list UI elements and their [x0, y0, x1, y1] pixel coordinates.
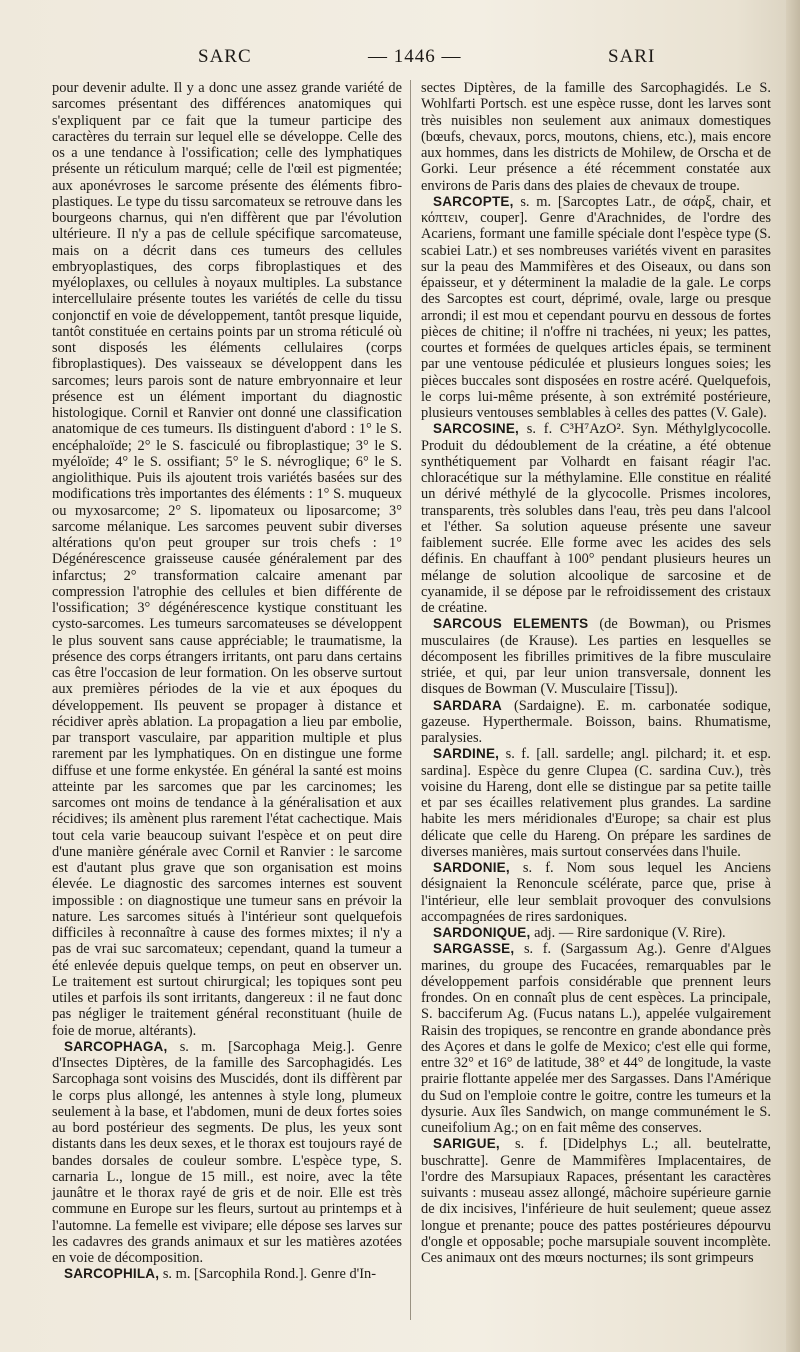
headword: SARDONIQUE, — [433, 925, 531, 940]
page-edge — [786, 0, 800, 1352]
headword: SARCOPTE, — [433, 193, 514, 209]
headword: SARCOPHILA, — [64, 1266, 160, 1282]
headword: SARDONIE, — [433, 860, 510, 875]
entry-sarcous-elements — [421, 616, 771, 697]
entry-sardara — [421, 698, 771, 747]
entry-sarcophaga — [52, 1039, 402, 1267]
entry-body: s. f. Nom sous lequel les Anciens désignaient la Renoncule scélérate, parce que, prise à l'intérieur, elle leur semblait provoquer des convulsions accompagnées de rires sardoniques. — [421, 860, 771, 925]
right-column — [421, 80, 771, 1266]
entry-sargasse — [421, 941, 771, 1136]
entry-body: adj. — Rire sardonique (V. Rire). — [534, 925, 726, 941]
entry-body: s. m. [Sarcophaga Meig.]. Genre d'Insectes Diptères, de la famille des Sarcophagidés. Les Sarcophaga sont voisins des Muscidés, dont ils diffèrent par le corps plus allongé, les antennes à style long, plumeux seulement à la base, et l'abdomen, muni de deux fortes soies au bord postérieur des segments. De plus, les yeux sont distants dans les deux sexes, et le thorax est toujours rayé de bandes dorsales de couleur sombre. L'espèce type, S. carnaria L., longue de 15 mill., est noire, avec la tête jaunâtre et le thorax rayé de gris et de noir. Elle est très commune en Europe sur les fleurs, surtout au printemps et à l'automne. La femelle est vivipare; elle dépose ses larves sur les cadavres des grands animaux et sur les matières azotées en voie de décomposition. — [52, 1038, 402, 1266]
entry-sardine — [421, 746, 771, 860]
entry-sarcopte — [421, 194, 771, 422]
header-left-word: SARC — [198, 46, 252, 67]
running-header — [52, 46, 760, 76]
entry-sarigue — [421, 1136, 771, 1266]
entry-sarcosine — [421, 421, 771, 616]
sarcome-continuation: pour devenir adulte. Il y a donc une assez grande variété de sarcomes présentant des différences anatomiques qui s'expliquent par ce fait que la tumeur participe des caractères du terrain sur lequel elle se développe. Celle des os a une tendance à l'ossification; celle des lymphatiques présente un réticulum marqué; celle de l'œil est pigmentée; aux aponévroses le sarcome présente des éléments fibro-plastiques. Le type du tissu sarcomateux se retrouve dans les bourgeons charnus, qui n'en diffèrent que par l'évolution ultérieure. Il n'y a pas de cellule spécifique sarcomateuse, mais on a décrit dans ces tumeurs des cellules embryoplastiques, des corps fibroplastiques et des myéloplaxes, ou cellules à noyaux multiples. La substance intercellulaire présente toutes les variétés de celle du tissu conjonctif en voie de développement, tantôt presque liquide, tantôt constituée en certains points par un stroma réticulé où sont disposés les éléments cellulaires (corps fibroplastiques). Des vaisseaux se développent dans les sarcomes; leurs parois sont de nature embryonnaire et leur présence est un élément important du diagnostic histologique. Cornil et Ranvier ont donné une classification anatomique de ces tumeurs. Ils distinguent d'abord : 1° le S. encéphaloïde; 2° le S. fasciculé ou fibroplastique; 3° le S. myéloïde; 4° le S. ossifiant; 5° le S. névroglique; 6° le S. angiolithique. Puis ils ajoutent trois variétés basées sur des modifications très importantes des éléments : 1° S. muqueux ou myxosarcome; 2° S. lipomateux ou liposarcome; 3° sarcome mélanique. Les sarcomes peuvent subir diverses altérations qu'on peut grouper sur trois chefs : 1° Dégénérescence graisseuse causée généralement par des infarctus; 2° transformation calcaire amenant par compression l'atrophie des cellules et bien différente de l'ossification; 3° dégénérescence kystique constituant les cysto-sarcomes. Les tumeurs sarcomateuses se développent le plus souvent sans cause appréciable; le traumatisme, la présence des corps étrangers irritants, ont paru dans certains cas être l'occasion de leur formation. On les observe surtout aux premières périodes de la vie et aux époques du développement. Ils peuvent se propager à distance et récidiver après ablation. La propagation a lieu par embolie, par transport vasculaire, par apparition multiple et plus rarement par les lymphatiques. On en distingue une forme diffuse et une forme enkystée. En général la santé est moins atteinte par les sarcomes que par les carcinomes; les sarcomes ont moins de tendance à la généralisation et aux récidives; ils amènent plus rarement l'état cachectique. Mais tout cela varie beaucoup suivant l'espèce et on peut dire d'une manière générale avec Cornil et Ranvier : le sarcome est d'autant plus grave que son organisation est moins élevée. Le diagnostic des sarcomes internes est souvent impossible : on diagnostique une tumeur sans en prévoir la nature. Les sarcomes situés à l'intérieur sont quelquefois difficiles à reconnaître à cause des formes mixtes; il n'y a pas de vrai suc sarcomateux; cependant, quand la tumeur a été enlevée depuis quelque temps, on peut en observer un. Le traitement est surtout chirurgical; les topiques sont peu utiles et parfois ils sont irritants, dangereux : il ne faut donc pas négliger le traitement général reconstituant (huile de foie de morue, altérants). — [52, 80, 402, 1039]
entry-body: s. f. C³H⁷AzO². Syn. Méthylglycocolle. Produit du dédoublement de la créatine, a été obtenue synthétiquement par Volhardt en faisant réagir l'ac. chloracétique sur la méthylamine. Elle constitue en réalité un dérivé méthylé de la glycocolle. Prismes incolores, transparents, très solubles dans l'eau, très peu dans l'alcool et l'éther. Sa solution aqueuse présente une saveur faiblement sucrée. Elle forme avec les acides des sels définis. En chauffant à 100° pendant plusieurs heures un mélange de solution alcoolique de sarcosine et de cyanamide, il se dépose par le refroidissement des cristaux de créatine. — [421, 421, 771, 616]
entry-body: s. f. (Sargassum Ag.). Genre d'Algues marines, du groupe des Fucacées, remarquables par le développement parfois considérable que prennent leurs frondes. On en connaît plus de cent espèces. La principale, S. bacciferum Ag. (Fucus natans L.), appelée vulgairement Raisin des tropiques, se rencontre en grande abondance près des Açores et dans le golfe de Mexico; c'est elle qui forme, entre 32° et 16° de latitude, 38° et 44° de longitude, la vaste prairie flottante appelée mer des Sargasses. Dans l'Amérique du Sud on l'emploie contre le goitre, contre les tumeurs et la dysurie. Aux îles Sandwich, on mange communément le S. cuneifolium Ag.; on en fait même des conserves. — [421, 941, 771, 1136]
entry-body: (Sardaigne). E. m. carbonatée sodique, gazeuse. Hyperthermale. Boisson, bains. Rhumatisme, paralysies. — [421, 697, 771, 746]
entry-body: s. f. [all. sardelle; angl. pilchard; it. et esp. sardina]. Espèce du genre Clupea (C. sardina Cuv.), très voisine du Hareng, dont elle se distingue par sa petite taille et par ses écailles relativement plus grandes. La sardine habite les mers méridionales d'Europe; sa chair est plus délicate que celle du Hareng. On prépare les sardines de diverses manières, mais surtout conservées dans l'huile. — [421, 746, 771, 860]
sarcophila-continuation: sectes Diptères, de la famille des Sarcophagidés. Le S. Wohlfarti Portsch. est une espèce russe, dont les larves sont très nuisibles non seulement aux animaux domestiques (bœufs, chevaux, porcs, moutons, chiens, etc.), mais encore aux hommes, dans les districts de Mohilew, de Orscha et de Gorki. Leur présence a été récemment constatée aux environs de Paris dans des plaies de chevaux de troupe. — [421, 80, 771, 194]
entry-body: s. f. [Didelphys L.; all. beutelratte, buschratte]. Genre de Mammifères Implacentaires, de l'ordre des Marsupiaux Rapaces, présentant les caractères suivants : museau assez allongé, mâchoire supérieure garnie de dix incisives, l'inférieure de huit seulement; queue assez longue et prenante; pouce des pattes postérieures dépourvu d'ongle et opposable; poche marsupiale souvent incomplète. Ces animaux ont des mœurs nocturnes; ils sont grimpeurs — [421, 1136, 771, 1266]
headword: SARCOSINE, — [433, 421, 520, 437]
left-column — [52, 80, 402, 1283]
entry-body: s. m. [Sarcophila Rond.]. Genre d'In- — [162, 1266, 377, 1283]
headword: SARIGUE, — [433, 1136, 500, 1152]
entry-body: s. m. [Sarcoptes Latr., de σάρξ, chair, et κόπτειν, couper]. Genre d'Arachnides, de l'ordre des Acariens, formant une famille spéciale dont l'espèce type (S. scabiei Latr.) et ses nombreuses variétés vivent en parasites sur la peau des Mammifères et des Oiseaux, ou dans son épaisseur, et y déterminent la maladie de la gale. Le corps des Sarcoptes est court, déprimé, ovale, large ou presque arrondi; il est mou et cependant pourvu en dessous de fortes pièces de chitine; il n'offre ni trachées, ni yeux; les pattes, courtes et formées de quelques articles épais, se terminent par une ventouse pédiculée et plusieurs longues soies; les pièces buccales sont disposées en rostre acéré. Quelquefois, le corps lui-même présente, à son extrémité postérieure, plusieurs ventouses semblables à celles des pattes (V. Gale). — [421, 193, 771, 421]
headword: SARGASSE, — [433, 941, 515, 957]
header-right-word: SARI — [608, 46, 656, 67]
entry-sarcophila — [52, 1266, 402, 1282]
page-number: — 1446 — — [368, 46, 462, 67]
headword: SARCOUS ELEMENTS — [433, 616, 589, 632]
headword: SARCOPHAGA, — [64, 1038, 168, 1054]
entry-sardonique — [421, 925, 771, 941]
headword: SARDARA — [433, 697, 502, 713]
column-divider — [410, 80, 411, 1320]
entry-sardonie — [421, 860, 771, 925]
headword: SARDINE, — [433, 746, 500, 762]
entry-body: (de Bowman), ou Prismes musculaires (de Krause). Les parties en lesquelles se décomposent les fibrilles primitives de la fibre musculaire striée, et qui, par leur union transversale, donnent les disques de Bowman (V. Musculaire [Tissu]). — [421, 616, 771, 698]
